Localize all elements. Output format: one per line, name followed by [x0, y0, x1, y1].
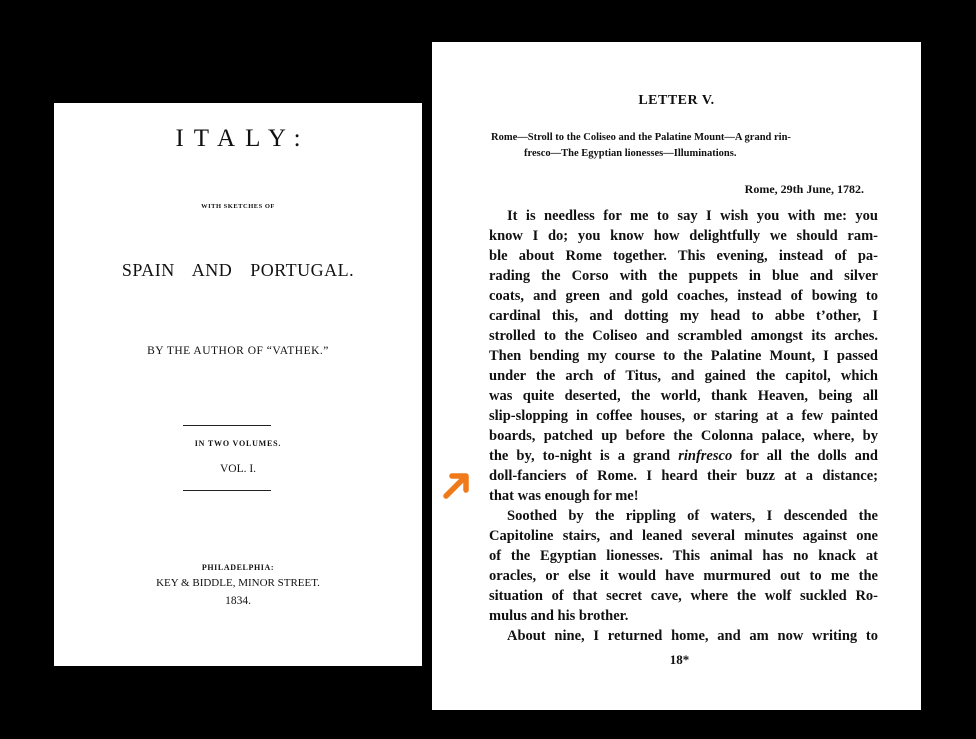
volume-number: VOL. I.	[219, 463, 257, 475]
body-line: rading the Corso with the puppets in blue and silver	[489, 268, 878, 284]
letter-heading: LETTER V.	[638, 93, 715, 108]
arrow-up-right-icon	[440, 468, 474, 502]
body-line: know I do; you know how delightfully we should ram-	[489, 228, 878, 244]
body-line: mulus and his brother.	[489, 608, 629, 624]
body-line: It is needless for me to say I wish you with me: you	[507, 208, 878, 224]
body-line: boards, patched up before the Colonna palace, where, by	[489, 428, 878, 444]
body-line: cardinal this, and dotting my head to abbe t’other, I	[489, 308, 878, 324]
author-line: BY THE AUTHOR OF “VATHEK.”	[147, 345, 329, 357]
body-line: oracles, or else it would have murmured out to me the	[489, 568, 878, 584]
body-line: strolled to the Coliseo and scrambled amongst its arches.	[489, 328, 878, 344]
divider-bottom	[183, 490, 271, 491]
body-line: coats, and green and gold coaches, instead of bowing to	[489, 288, 878, 304]
letter-synopsis	[491, 130, 881, 162]
body-line: that was enough for me!	[489, 488, 639, 504]
letter-dateline: Rome, 29th June, 1782.	[744, 182, 864, 196]
body-line: the by, to-night is a grand rinfresco for all the dolls and	[489, 448, 878, 464]
body-line: About nine, I returned home, and am now writing to	[507, 628, 878, 644]
body-line: situation of that secret cave, where the wolf suckled Ro-	[489, 588, 878, 604]
body-line: under the arch of Titus, and gained the capitol, which	[489, 368, 878, 384]
body-line: ble about Rome together. This evening, instead of pa-	[489, 248, 878, 264]
synopsis-line: fresco—The Egyptian lionesses—Illuminations.	[524, 148, 737, 159]
book-title: ITALY:	[175, 125, 311, 152]
divider-top	[183, 425, 271, 426]
body-line: slip-slopping in coffee houses, or staring at a few painted	[489, 408, 878, 424]
volumes-label: IN TWO VOLUMES.	[194, 439, 282, 448]
body-line: of the Egyptian lionesses. This animal has no knack at	[489, 548, 878, 564]
title-page	[54, 103, 422, 666]
page-folio: 18*	[669, 652, 690, 667]
with-sketches-label: WITH SKETCHES OF	[201, 203, 275, 210]
book-subtitle: SPAIN AND PORTUGAL.	[121, 260, 355, 280]
synopsis-line: Rome—Stroll to the Coliseo and the Palatine Mount—A grand rin-	[491, 132, 791, 143]
publisher-city: PHILADELPHIA:	[201, 563, 275, 572]
letter-body	[489, 206, 878, 646]
body-line: Then bending my course to the Palatine Mount, I passed	[489, 348, 878, 364]
body-line: Capitoline stairs, and leaned several minutes against one	[489, 528, 878, 544]
body-line: was quite deserted, the world, thank Heaven, being all	[489, 388, 878, 404]
body-line: Soothed by the rippling of waters, I descended the	[507, 508, 878, 524]
publisher-name: KEY & BIDDLE, MINOR STREET.	[156, 577, 320, 589]
letter-page	[432, 42, 921, 710]
body-line: doll-fanciers of Rome. I heard their buzz at a distance;	[489, 468, 878, 484]
publication-year: 1834.	[225, 595, 251, 607]
